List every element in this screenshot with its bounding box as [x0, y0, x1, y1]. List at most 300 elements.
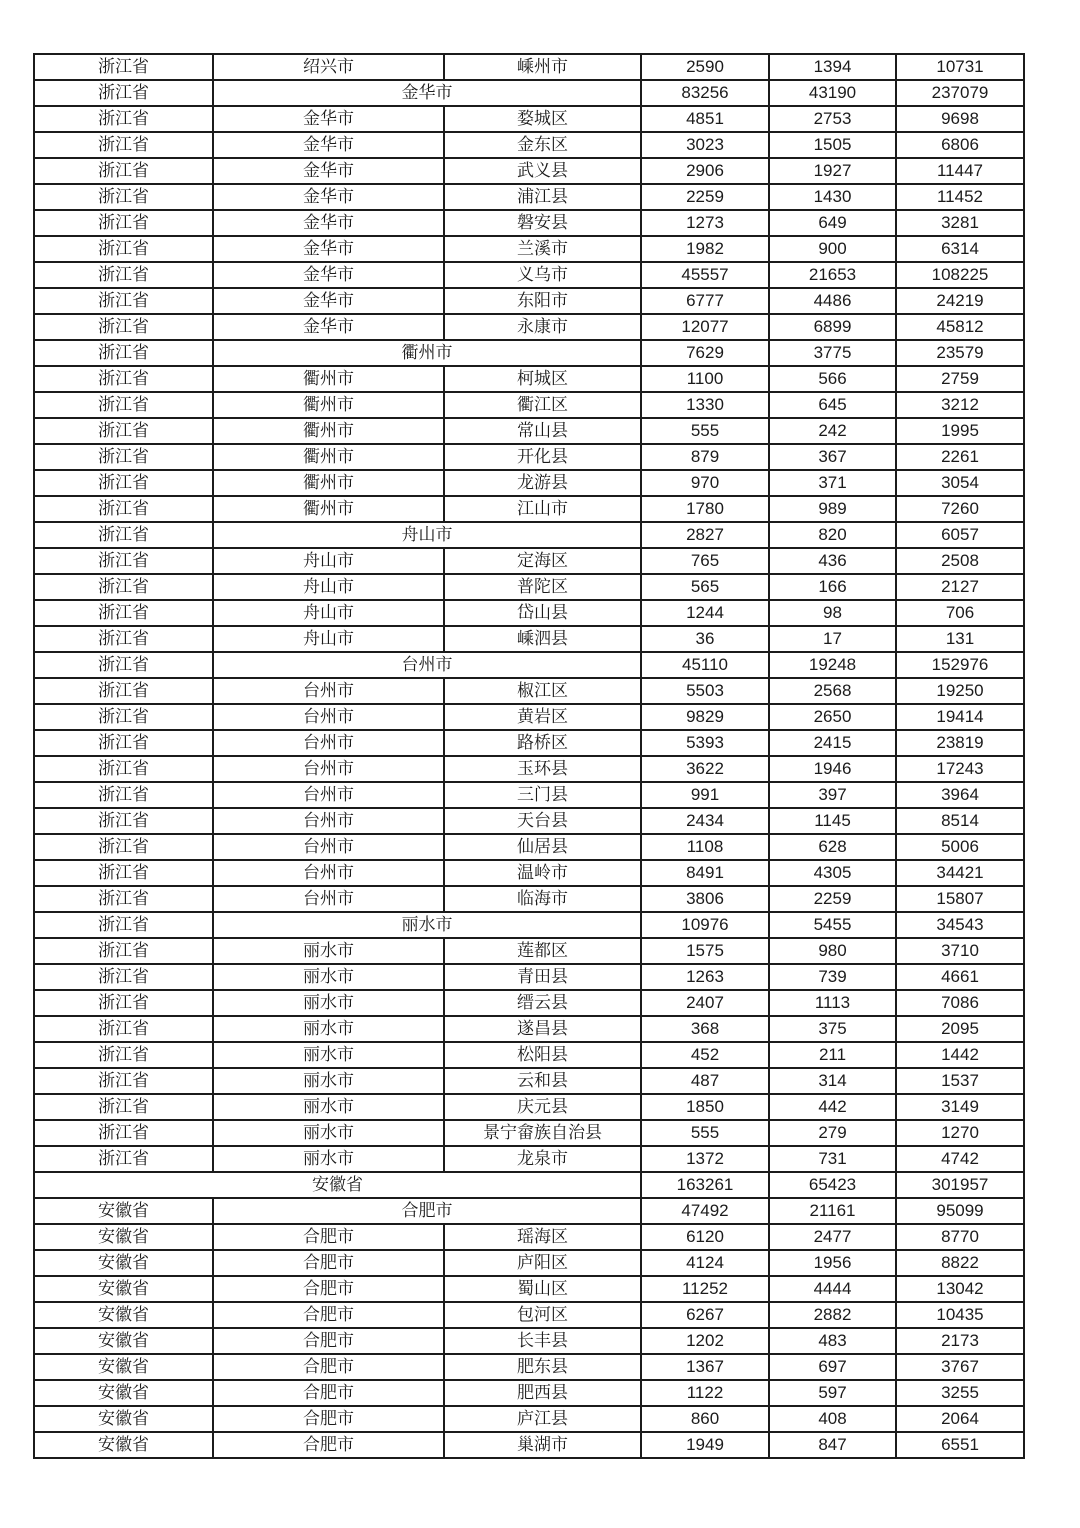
- cell-value-2: 820: [769, 522, 896, 548]
- cell-city: 合肥市: [213, 1250, 444, 1276]
- cell-province: 安徽省: [34, 1432, 213, 1458]
- cell-province: 安徽省: [34, 1250, 213, 1276]
- cell-province: 浙江省: [34, 262, 213, 288]
- cell-value-3: 2064: [896, 1406, 1024, 1432]
- cell-province: 浙江省: [34, 158, 213, 184]
- cell-city: 舟山市: [213, 626, 444, 652]
- cell-value-2: 566: [769, 366, 896, 392]
- cell-value-1: 970: [641, 470, 769, 496]
- cell-value-2: 371: [769, 470, 896, 496]
- cell-city: 丽水市: [213, 912, 641, 938]
- table-row: [34, 314, 1024, 340]
- cell-value-3: 11447: [896, 158, 1024, 184]
- cell-province: 安徽省: [34, 1172, 641, 1198]
- table-row: [34, 990, 1024, 1016]
- cell-value-3: 19250: [896, 678, 1024, 704]
- table-row: [34, 210, 1024, 236]
- cell-city: 台州市: [213, 860, 444, 886]
- table-row: [34, 1250, 1024, 1276]
- cell-value-3: 24219: [896, 288, 1024, 314]
- cell-value-3: 34543: [896, 912, 1024, 938]
- cell-district: 嵊泗县: [444, 626, 641, 652]
- table-row: [34, 1120, 1024, 1146]
- cell-district: 长丰县: [444, 1328, 641, 1354]
- cell-value-2: 2415: [769, 730, 896, 756]
- table-row: [34, 574, 1024, 600]
- cell-district: 蜀山区: [444, 1276, 641, 1302]
- cell-value-2: 6899: [769, 314, 896, 340]
- table-row: [34, 1380, 1024, 1406]
- cell-value-3: 1995: [896, 418, 1024, 444]
- table-row: [34, 54, 1024, 80]
- cell-value-3: 3054: [896, 470, 1024, 496]
- cell-city: 衢州市: [213, 444, 444, 470]
- cell-value-2: 597: [769, 1380, 896, 1406]
- cell-value-1: 1202: [641, 1328, 769, 1354]
- cell-province: 浙江省: [34, 288, 213, 314]
- cell-city: 衢州市: [213, 418, 444, 444]
- cell-value-1: 5393: [641, 730, 769, 756]
- cell-value-2: 1946: [769, 756, 896, 782]
- cell-province: 浙江省: [34, 548, 213, 574]
- cell-value-3: 3710: [896, 938, 1024, 964]
- cell-district: 仙居县: [444, 834, 641, 860]
- cell-value-1: 2259: [641, 184, 769, 210]
- cell-value-3: 7086: [896, 990, 1024, 1016]
- cell-city: 衢州市: [213, 392, 444, 418]
- cell-city: 合肥市: [213, 1224, 444, 1250]
- cell-district: 金东区: [444, 132, 641, 158]
- cell-value-3: 2173: [896, 1328, 1024, 1354]
- cell-value-1: 1780: [641, 496, 769, 522]
- cell-value-1: 1244: [641, 600, 769, 626]
- cell-value-1: 6267: [641, 1302, 769, 1328]
- table-row: [34, 236, 1024, 262]
- cell-value-1: 487: [641, 1068, 769, 1094]
- cell-value-3: 6551: [896, 1432, 1024, 1458]
- cell-province: 浙江省: [34, 314, 213, 340]
- table-row: [34, 964, 1024, 990]
- cell-district: 兰溪市: [444, 236, 641, 262]
- cell-province: 安徽省: [34, 1354, 213, 1380]
- cell-value-3: 13042: [896, 1276, 1024, 1302]
- cell-city: 台州市: [213, 730, 444, 756]
- cell-value-1: 1273: [641, 210, 769, 236]
- cell-value-2: 211: [769, 1042, 896, 1068]
- cell-district: 温岭市: [444, 860, 641, 886]
- cell-value-3: 23579: [896, 340, 1024, 366]
- cell-province: 浙江省: [34, 210, 213, 236]
- table-row: [34, 626, 1024, 652]
- table-row: [34, 1302, 1024, 1328]
- cell-district: 龙游县: [444, 470, 641, 496]
- cell-value-3: 706: [896, 600, 1024, 626]
- cell-value-2: 4444: [769, 1276, 896, 1302]
- cell-district: 义乌市: [444, 262, 641, 288]
- cell-city: 金华市: [213, 314, 444, 340]
- cell-value-3: 237079: [896, 80, 1024, 106]
- cell-province: 浙江省: [34, 444, 213, 470]
- cell-province: 浙江省: [34, 626, 213, 652]
- cell-value-1: 1108: [641, 834, 769, 860]
- cell-province: 安徽省: [34, 1302, 213, 1328]
- cell-city: 金华市: [213, 106, 444, 132]
- cell-value-2: 375: [769, 1016, 896, 1042]
- cell-district: 青田县: [444, 964, 641, 990]
- cell-value-1: 163261: [641, 1172, 769, 1198]
- cell-value-3: 6057: [896, 522, 1024, 548]
- cell-value-2: 1927: [769, 158, 896, 184]
- cell-city: 金华市: [213, 184, 444, 210]
- cell-value-2: 65423: [769, 1172, 896, 1198]
- cell-value-1: 1330: [641, 392, 769, 418]
- cell-city: 舟山市: [213, 548, 444, 574]
- cell-city: 衢州市: [213, 470, 444, 496]
- cell-district: 嵊州市: [444, 54, 641, 80]
- cell-value-1: 1100: [641, 366, 769, 392]
- cell-value-1: 2407: [641, 990, 769, 1016]
- cell-district: 天台县: [444, 808, 641, 834]
- table-row: [34, 1042, 1024, 1068]
- cell-value-2: 900: [769, 236, 896, 262]
- cell-value-1: 45110: [641, 652, 769, 678]
- cell-value-2: 3775: [769, 340, 896, 366]
- cell-city: 丽水市: [213, 938, 444, 964]
- cell-province: 浙江省: [34, 132, 213, 158]
- table-row: [34, 288, 1024, 314]
- cell-value-2: 1394: [769, 54, 896, 80]
- table-row: [34, 1328, 1024, 1354]
- cell-value-1: 12077: [641, 314, 769, 340]
- cell-province: 浙江省: [34, 756, 213, 782]
- cell-value-2: 2477: [769, 1224, 896, 1250]
- cell-value-1: 6777: [641, 288, 769, 314]
- cell-value-1: 1982: [641, 236, 769, 262]
- table-row: [34, 704, 1024, 730]
- cell-value-2: 2882: [769, 1302, 896, 1328]
- cell-value-1: 1122: [641, 1380, 769, 1406]
- cell-province: 浙江省: [34, 652, 213, 678]
- cell-value-1: 879: [641, 444, 769, 470]
- cell-value-3: 1537: [896, 1068, 1024, 1094]
- cell-value-1: 2590: [641, 54, 769, 80]
- cell-city: 绍兴市: [213, 54, 444, 80]
- table-row: [34, 392, 1024, 418]
- cell-value-1: 5503: [641, 678, 769, 704]
- cell-city: 合肥市: [213, 1406, 444, 1432]
- cell-province: 浙江省: [34, 938, 213, 964]
- cell-district: 椒江区: [444, 678, 641, 704]
- cell-value-3: 4742: [896, 1146, 1024, 1172]
- cell-value-2: 1113: [769, 990, 896, 1016]
- cell-value-1: 10976: [641, 912, 769, 938]
- cell-province: 安徽省: [34, 1380, 213, 1406]
- cell-value-2: 397: [769, 782, 896, 808]
- cell-value-2: 2753: [769, 106, 896, 132]
- cell-district: 庐阳区: [444, 1250, 641, 1276]
- cell-district: 松阳县: [444, 1042, 641, 1068]
- cell-province: 浙江省: [34, 366, 213, 392]
- cell-district: 武义县: [444, 158, 641, 184]
- cell-value-2: 2568: [769, 678, 896, 704]
- cell-district: 包河区: [444, 1302, 641, 1328]
- cell-province: 浙江省: [34, 1146, 213, 1172]
- cell-district: 永康市: [444, 314, 641, 340]
- cell-district: 景宁畲族自治县: [444, 1120, 641, 1146]
- cell-value-3: 3964: [896, 782, 1024, 808]
- table-row: [34, 652, 1024, 678]
- cell-value-2: 367: [769, 444, 896, 470]
- cell-value-3: 2261: [896, 444, 1024, 470]
- cell-province: 浙江省: [34, 704, 213, 730]
- cell-value-1: 9829: [641, 704, 769, 730]
- table-row: [34, 340, 1024, 366]
- table-row: [34, 184, 1024, 210]
- cell-value-2: 1145: [769, 808, 896, 834]
- cell-value-3: 6806: [896, 132, 1024, 158]
- table-row: [34, 1146, 1024, 1172]
- cell-province: 浙江省: [34, 990, 213, 1016]
- cell-province: 浙江省: [34, 470, 213, 496]
- cell-value-2: 21653: [769, 262, 896, 288]
- cell-value-2: 1505: [769, 132, 896, 158]
- cell-value-1: 452: [641, 1042, 769, 1068]
- cell-province: 浙江省: [34, 184, 213, 210]
- cell-district: 东阳市: [444, 288, 641, 314]
- table-row: [34, 1406, 1024, 1432]
- cell-province: 浙江省: [34, 340, 213, 366]
- cell-district: 路桥区: [444, 730, 641, 756]
- cell-value-3: 2095: [896, 1016, 1024, 1042]
- table-row: [34, 1432, 1024, 1458]
- table-row: [34, 1224, 1024, 1250]
- cell-district: 开化县: [444, 444, 641, 470]
- cell-value-1: 36: [641, 626, 769, 652]
- cell-province: 浙江省: [34, 600, 213, 626]
- cell-district: 莲都区: [444, 938, 641, 964]
- cell-province: 浙江省: [34, 730, 213, 756]
- cell-city: 合肥市: [213, 1354, 444, 1380]
- cell-value-3: 10731: [896, 54, 1024, 80]
- cell-city: 丽水市: [213, 1042, 444, 1068]
- cell-value-2: 989: [769, 496, 896, 522]
- cell-district: 常山县: [444, 418, 641, 444]
- table-row: [34, 782, 1024, 808]
- cell-city: 丽水市: [213, 1016, 444, 1042]
- cell-province: 浙江省: [34, 1120, 213, 1146]
- cell-value-1: 1263: [641, 964, 769, 990]
- cell-value-1: 4124: [641, 1250, 769, 1276]
- cell-province: 浙江省: [34, 418, 213, 444]
- cell-value-3: 3212: [896, 392, 1024, 418]
- table-row: [34, 496, 1024, 522]
- cell-value-3: 3281: [896, 210, 1024, 236]
- table-row: [34, 1068, 1024, 1094]
- cell-value-3: 8822: [896, 1250, 1024, 1276]
- cell-province: 浙江省: [34, 496, 213, 522]
- cell-value-2: 649: [769, 210, 896, 236]
- cell-city: 合肥市: [213, 1432, 444, 1458]
- cell-value-2: 43190: [769, 80, 896, 106]
- cell-district: 普陀区: [444, 574, 641, 600]
- cell-value-1: 555: [641, 418, 769, 444]
- cell-province: 浙江省: [34, 522, 213, 548]
- cell-city: 丽水市: [213, 1146, 444, 1172]
- cell-city: 金华市: [213, 288, 444, 314]
- cell-value-2: 1956: [769, 1250, 896, 1276]
- cell-value-2: 847: [769, 1432, 896, 1458]
- cell-value-3: 152976: [896, 652, 1024, 678]
- cell-city: 丽水市: [213, 1094, 444, 1120]
- cell-value-3: 7260: [896, 496, 1024, 522]
- cell-district: 柯城区: [444, 366, 641, 392]
- cell-province: 浙江省: [34, 1068, 213, 1094]
- cell-city: 衢州市: [213, 496, 444, 522]
- cell-value-1: 991: [641, 782, 769, 808]
- cell-city: 合肥市: [213, 1198, 641, 1224]
- table-row: [34, 418, 1024, 444]
- cell-province: 浙江省: [34, 964, 213, 990]
- table-row: [34, 860, 1024, 886]
- cell-value-3: 2759: [896, 366, 1024, 392]
- cell-value-3: 95099: [896, 1198, 1024, 1224]
- cell-city: 丽水市: [213, 964, 444, 990]
- cell-value-3: 3255: [896, 1380, 1024, 1406]
- cell-value-1: 1372: [641, 1146, 769, 1172]
- table-row: [34, 938, 1024, 964]
- cell-value-1: 6120: [641, 1224, 769, 1250]
- cell-province: 安徽省: [34, 1198, 213, 1224]
- table-row: [34, 808, 1024, 834]
- cell-value-1: 47492: [641, 1198, 769, 1224]
- cell-district: 黄岩区: [444, 704, 641, 730]
- table-row: [34, 444, 1024, 470]
- cell-district: 庐江县: [444, 1406, 641, 1432]
- cell-city: 台州市: [213, 652, 641, 678]
- cell-province: 浙江省: [34, 574, 213, 600]
- cell-value-1: 2906: [641, 158, 769, 184]
- cell-value-3: 11452: [896, 184, 1024, 210]
- table-row: [34, 1094, 1024, 1120]
- cell-value-3: 2508: [896, 548, 1024, 574]
- cell-city: 丽水市: [213, 990, 444, 1016]
- cell-value-3: 5006: [896, 834, 1024, 860]
- cell-district: 三门县: [444, 782, 641, 808]
- cell-value-3: 10435: [896, 1302, 1024, 1328]
- cell-value-1: 3806: [641, 886, 769, 912]
- cell-province: 浙江省: [34, 808, 213, 834]
- table-row: [34, 158, 1024, 184]
- cell-value-3: 9698: [896, 106, 1024, 132]
- table-row: [34, 886, 1024, 912]
- cell-city: 台州市: [213, 704, 444, 730]
- cell-value-3: 3149: [896, 1094, 1024, 1120]
- cell-value-2: 5455: [769, 912, 896, 938]
- cell-value-3: 6314: [896, 236, 1024, 262]
- table-row: [34, 522, 1024, 548]
- cell-city: 衢州市: [213, 366, 444, 392]
- cell-value-1: 555: [641, 1120, 769, 1146]
- cell-city: 合肥市: [213, 1302, 444, 1328]
- table-row: [34, 470, 1024, 496]
- cell-value-1: 1949: [641, 1432, 769, 1458]
- cell-city: 丽水市: [213, 1068, 444, 1094]
- cell-province: 浙江省: [34, 860, 213, 886]
- cell-value-2: 19248: [769, 652, 896, 678]
- table-row: [34, 1172, 1024, 1198]
- cell-district: 定海区: [444, 548, 641, 574]
- table-row: [34, 1198, 1024, 1224]
- cell-value-3: 4661: [896, 964, 1024, 990]
- table-row: [34, 912, 1024, 938]
- cell-city: 金华市: [213, 262, 444, 288]
- cell-province: 浙江省: [34, 1094, 213, 1120]
- cell-district: 瑶海区: [444, 1224, 641, 1250]
- cell-province: 安徽省: [34, 1276, 213, 1302]
- cell-city: 金华市: [213, 158, 444, 184]
- cell-value-2: 314: [769, 1068, 896, 1094]
- cell-value-3: 301957: [896, 1172, 1024, 1198]
- cell-value-3: 23819: [896, 730, 1024, 756]
- cell-province: 安徽省: [34, 1406, 213, 1432]
- cell-value-1: 8491: [641, 860, 769, 886]
- cell-value-3: 19414: [896, 704, 1024, 730]
- cell-city: 金华市: [213, 80, 641, 106]
- cell-city: 金华市: [213, 210, 444, 236]
- cell-value-3: 2127: [896, 574, 1024, 600]
- cell-value-2: 98: [769, 600, 896, 626]
- cell-value-2: 4305: [769, 860, 896, 886]
- cell-province: 浙江省: [34, 392, 213, 418]
- cell-value-1: 1850: [641, 1094, 769, 1120]
- cell-value-2: 2259: [769, 886, 896, 912]
- cell-district: 龙泉市: [444, 1146, 641, 1172]
- cell-value-3: 45812: [896, 314, 1024, 340]
- cell-value-3: 1442: [896, 1042, 1024, 1068]
- cell-city: 台州市: [213, 756, 444, 782]
- cell-district: 肥东县: [444, 1354, 641, 1380]
- cell-value-2: 483: [769, 1328, 896, 1354]
- cell-district: 临海市: [444, 886, 641, 912]
- cell-province: 浙江省: [34, 834, 213, 860]
- cell-value-3: 34421: [896, 860, 1024, 886]
- cell-province: 浙江省: [34, 106, 213, 132]
- cell-value-2: 279: [769, 1120, 896, 1146]
- cell-province: 浙江省: [34, 1042, 213, 1068]
- cell-district: 肥西县: [444, 1380, 641, 1406]
- cell-city: 金华市: [213, 236, 444, 262]
- cell-value-2: 697: [769, 1354, 896, 1380]
- cell-district: 缙云县: [444, 990, 641, 1016]
- table-row: [34, 1016, 1024, 1042]
- cell-value-1: 860: [641, 1406, 769, 1432]
- cell-value-1: 4851: [641, 106, 769, 132]
- cell-district: 江山市: [444, 496, 641, 522]
- cell-province: 浙江省: [34, 782, 213, 808]
- cell-city: 台州市: [213, 782, 444, 808]
- cell-city: 舟山市: [213, 574, 444, 600]
- cell-province: 浙江省: [34, 80, 213, 106]
- cell-value-1: 1367: [641, 1354, 769, 1380]
- cell-city: 金华市: [213, 132, 444, 158]
- cell-value-3: 131: [896, 626, 1024, 652]
- cell-value-2: 731: [769, 1146, 896, 1172]
- statistics-table: [33, 53, 1025, 1459]
- cell-province: 浙江省: [34, 1016, 213, 1042]
- table-row: [34, 678, 1024, 704]
- table-row: [34, 756, 1024, 782]
- cell-value-3: 108225: [896, 262, 1024, 288]
